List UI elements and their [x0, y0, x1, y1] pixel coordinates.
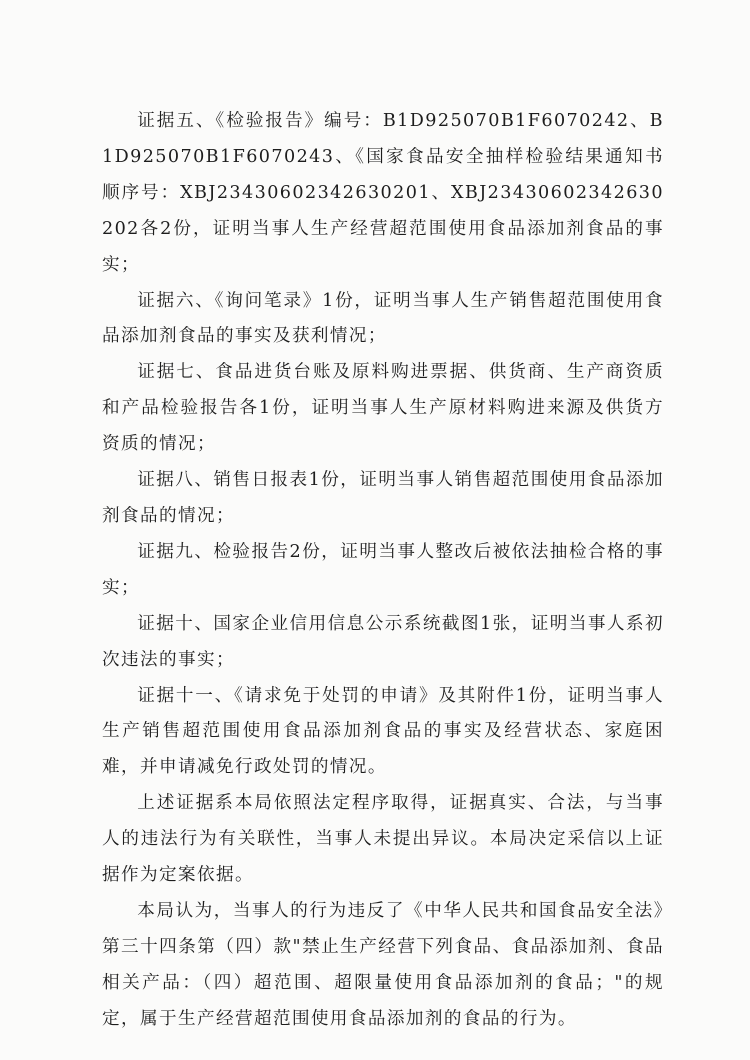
evidence-summary-paragraph: 上述证据系本局依照法定程序取得，证据真实、合法，与当事人的违法行为有关联性，当事人未提出异议。本局决定采信以上证据作为定案依据。 [102, 793, 664, 886]
evidence-8-paragraph: 证据八、销售日报表1份，证明当事人销售超范围使用食品添加剂食品的情况； [102, 470, 664, 526]
evidence-6-paragraph: 证据六、《询问笔录》1份，证明当事人生产销售超范围使用食品添加剂食品的事实及获利情况； [102, 290, 664, 347]
evidence-7-paragraph: 证据七、食品进货台账及原料购进票据、供货商、生产商资质和产品检验报告各1份，证明当事人生产原材料购进来源及供货方资质的情况； [102, 362, 664, 455]
evidence-10-paragraph: 证据十、国家企业信用信息公示系统截图1张，证明当事人系初次违法的事实； [102, 613, 664, 670]
legal-finding-paragraph: 本局认为，当事人的行为违反了《中华人民共和国食品安全法》第三十四条第（四）款"禁止生产经营下列食品、食品添加剂、食品相关产品：（四）超范围、超限量使用食品添加剂的食品；"的规定，属于生产经营超范围使用食品添加剂的食品的行为。 [102, 900, 664, 1029]
evidence-9-paragraph: 证据九、检验报告2份，证明当事人整改后被依法抽检合格的事实； [102, 541, 664, 598]
evidence-5-paragraph: 证据五、《检验报告》编号：B1D925070B1F6070242、B1D925070B1F6070243、《国家食品安全抽样检验结果通知书顺序号：XBJ23430602342630201、XBJ23430602342630202各2份，证明当事人生产经营超范围使用食品添加剂食品的事实； [102, 111, 664, 275]
evidence-11-paragraph: 证据十一、《请求免于处罚的申请》及其附件1份，证明当事人生产销售超范围使用食品添加剂食品的事实及经营状态、家庭困难，并申请减免行政处罚的情况。 [102, 685, 664, 778]
